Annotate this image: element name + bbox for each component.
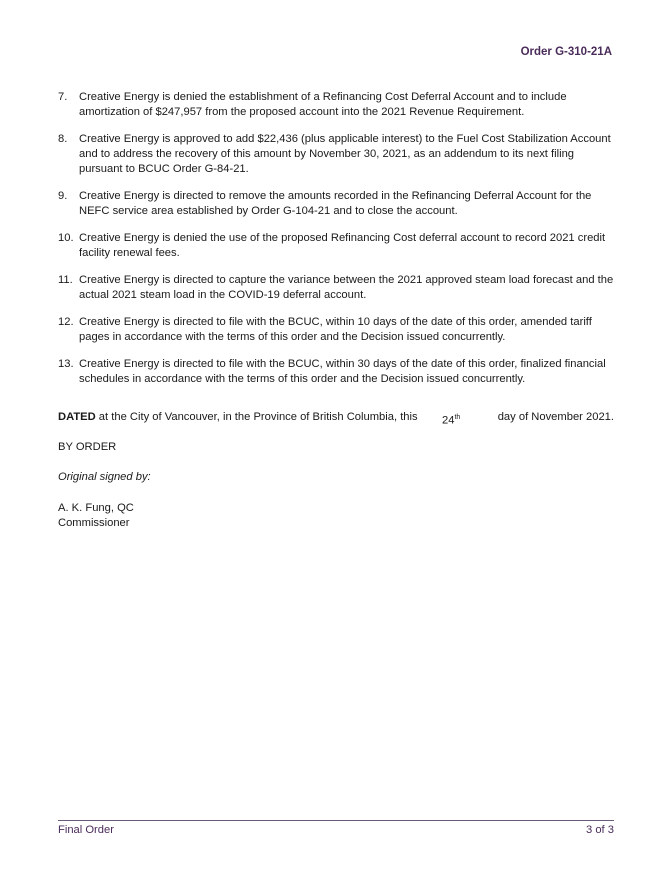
item-text: Creative Energy is directed to file with the BCUC, within 10 days of the date of this order, amended tariff pages in accordance with the terms of this order and the Decision issued concurrently. [79,316,592,343]
by-order-label: BY ORDER [58,441,117,453]
item-number: 12. [58,316,74,328]
dated-label: DATED [58,411,96,423]
list-item [58,357,614,387]
footer-divider [58,820,614,821]
item-number: 8. [58,133,68,145]
signer-block [58,501,134,531]
footer-page-number: 3 of 3 [586,824,614,836]
dated-text: at the City of Vancouver, in the Province of British Columbia, this [95,411,418,423]
item-text: Creative Energy is directed to file with the BCUC, within 30 days of the date of this order, finalized financial schedules in accordance with the terms of this order and the Decision issued concurrently. [79,358,606,385]
item-number: 9. [58,190,68,202]
signer-title: Commissioner [58,517,130,529]
item-number: 13. [58,358,74,370]
list-item [58,90,614,120]
original-signed-note: Original signed by: [58,471,151,483]
footer-document-type: Final Order [58,824,114,836]
item-text: Creative Energy is denied the establishment of a Refinancing Cost Deferral Account and to include amortization of $247,957 from the proposed account into the 2021 Revenue Requirement. [79,91,567,118]
item-number: 7. [58,91,68,103]
item-text: Creative Energy is directed to remove the amounts recorded in the Refinancing Deferral Account for the NEFC service area established by Order G-104-21 and to close the account. [79,190,592,217]
list-item [58,231,614,261]
list-item [58,273,614,303]
list-item [58,315,614,345]
dated-day [442,410,460,429]
signer-name: A. K. Fung, QC [58,502,134,514]
day-suffix: th [454,414,461,421]
day-number: 24 [442,414,455,427]
dated-month-year: day of November 2021. [497,411,614,423]
order-items-list [58,90,614,399]
list-item [58,189,614,219]
item-number: 10. [58,232,74,244]
list-item [58,132,614,177]
item-text: Creative Energy is denied the use of the proposed Refinancing Cost deferral account to record 2021 credit facility renewal fees. [79,232,606,259]
dated-line [58,410,614,425]
order-number-header: Order G-310-21A [520,46,612,58]
item-text: Creative Energy is approved to add $22,436 (plus applicable interest) to the Fuel Cost Stabilization Account and to address the recovery of this amount by November 30, 2021, as an addendum to its next filing pursuant to BCUC Order G-84-21. [79,133,611,175]
item-number: 11. [58,274,73,286]
item-text: Creative Energy is directed to capture the variance between the 2021 approved steam load forecast and the actual 2021 steam load in the COVID-19 deferral account. [79,274,614,301]
